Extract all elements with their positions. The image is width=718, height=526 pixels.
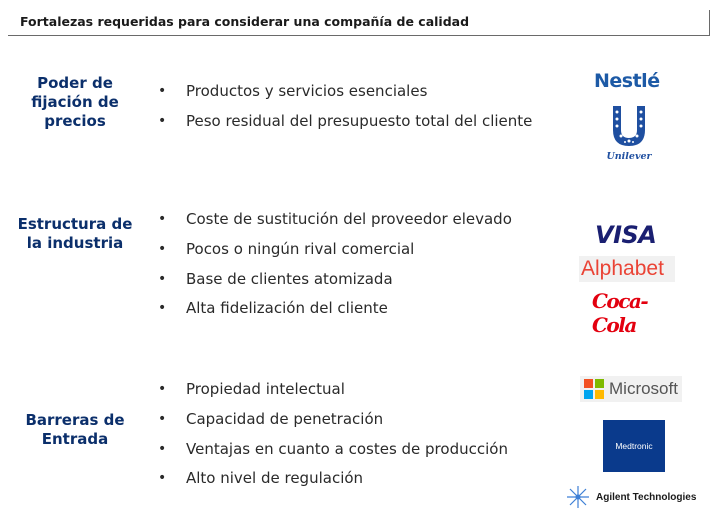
unilever-logo — [604, 104, 654, 160]
visa-logo — [595, 221, 665, 249]
microsoft-squares-icon — [584, 379, 604, 399]
bullet-list-entry-barriers — [156, 379, 508, 498]
unilever-logo-text: Unilever — [606, 151, 652, 162]
agilent-logo-text: Agilent Technologies — [596, 491, 697, 503]
bullet-icon: • — [158, 240, 167, 257]
section-title-text: Barreras de Entrada — [25, 411, 125, 448]
bullet-text: Alta fidelización del cliente — [186, 299, 388, 318]
list-item — [156, 209, 512, 239]
section-title-industry-structure — [16, 215, 134, 253]
slide-header — [8, 10, 710, 36]
bullet-icon: • — [158, 112, 167, 129]
bullet-icon: • — [158, 381, 167, 397]
microsoft-logo — [580, 376, 682, 402]
bullet-text: Propiedad intelectual — [186, 380, 345, 398]
coca-cola-logo — [592, 289, 666, 337]
agilent-logo — [566, 484, 706, 510]
bullet-text: Productos y servicios esenciales — [186, 82, 428, 100]
medtronic-logo — [603, 420, 665, 472]
list-item — [156, 239, 512, 269]
bullet-text: Peso residual del presupuesto total del cliente — [186, 111, 533, 130]
bullet-icon: • — [158, 470, 167, 487]
section-title-text: Poder de fijación de precios — [31, 74, 119, 130]
bullet-icon: • — [158, 440, 167, 457]
nestle-logo-text: Nestlé — [594, 70, 660, 92]
bullet-icon: • — [158, 83, 167, 99]
coca-cola-logo-text: Coca-Cola — [592, 289, 648, 337]
list-item — [156, 379, 508, 409]
list-item — [156, 439, 508, 469]
bullet-list-industry-structure — [156, 209, 512, 328]
bullet-text: Ventajas en cuanto a costes de producción — [186, 439, 508, 458]
bullet-icon: • — [158, 211, 167, 227]
section-title-text: Estructura de la industria — [17, 215, 133, 252]
section-title-entry-barriers — [16, 411, 134, 449]
bullet-text: Capacidad de penetración — [186, 409, 384, 428]
alphabet-logo-text: Alphabet — [581, 257, 664, 280]
agilent-spark-icon — [566, 485, 590, 509]
bullet-list-pricing-power — [156, 81, 532, 141]
bullet-icon: • — [158, 270, 167, 287]
bullet-text: Alto nivel de regulación — [186, 469, 364, 488]
bullet-text: Pocos o ningún rival comercial — [186, 239, 415, 258]
bullet-text: Coste de sustitución del proveedor elevado — [186, 210, 512, 228]
list-item — [156, 111, 532, 141]
visa-logo-text: VISA — [595, 221, 657, 249]
list-item — [156, 269, 512, 299]
header-divider — [709, 10, 710, 36]
list-item — [156, 81, 532, 111]
list-item — [156, 298, 512, 328]
bullet-icon: • — [158, 410, 167, 427]
microsoft-logo-text: Microsoft — [609, 379, 678, 398]
list-item — [156, 468, 508, 498]
alphabet-logo — [579, 256, 675, 282]
section-title-pricing-power — [16, 74, 134, 131]
bullet-icon: • — [158, 300, 167, 317]
bullet-text: Base de clientes atomizada — [186, 269, 393, 288]
unilever-u-icon — [609, 104, 649, 148]
slide-title: Fortalezas requeridas para considerar una compañía de calidad — [20, 14, 470, 29]
medtronic-logo-text: Medtronic — [615, 441, 653, 451]
list-item — [156, 409, 508, 439]
nestle-logo — [594, 70, 664, 94]
